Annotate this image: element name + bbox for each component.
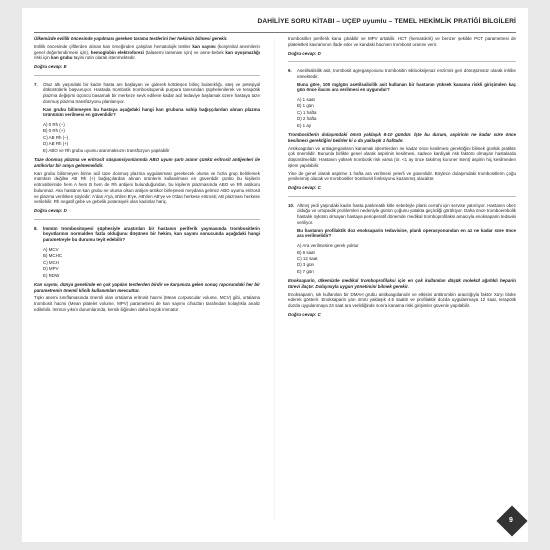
column-gutter bbox=[274, 38, 275, 520]
question-10 bbox=[288, 203, 516, 242]
option[interactable]: D) MPV bbox=[43, 266, 59, 272]
question-7 bbox=[34, 82, 260, 121]
question-stem: Altmış yedi yaşındaki kadın hasta pankreatik kitle sebebiyle planlı cerrahi için servise yatırılıyor. Hastanın obez olduğu ve ortopedik problemleri nedeniyle günün çoğunu yatakta geçirdiği görülüyor. Daha önce tromboembolik hastalık öyküsü olmayan hastaya perioperatif dönemde medikal tromboprofilaksi amacıyla enoksaparin tedavisi veriliyor. bbox=[297, 202, 516, 225]
option[interactable]: C) MCH bbox=[43, 259, 60, 265]
option[interactable]: A) 0 Rh (–) bbox=[43, 122, 65, 128]
intro-emphasis: Ülkemizde evlilik öncesinde yapılması gereken tarama testlerini her hekimin bilmesi gerekir. bbox=[34, 36, 228, 41]
question-number: 10. bbox=[288, 202, 295, 208]
option[interactable]: B) 6 saat bbox=[297, 249, 315, 255]
answer-q10: Doğru cevap: C bbox=[288, 311, 321, 317]
explanation-emphasis: Taze donmuş plazma ve eritrosit süspansiyonlarında ABO uyum şartı aranır çünkü eritrosit antijenleri ile antikorlar bir araya gelmemelidir. bbox=[34, 157, 260, 168]
option[interactable]: B) 0 Rh (+) bbox=[43, 128, 65, 134]
question-stem: Otuz altı yaşındaki bir kadın hasta anı başlayan ve giderek kötüleşen bilinç bulanıklığı, ateş ve peteşiyal döküntülerle başvuruyor. Hastada trombotik trombositopenik purpura tanısından şüphelenilerek ve terapötik plazma değişimi üçüncü basamak bir merkeze sevk edilene kadar acil tedaviye başlamak üzere hastaya taze donmuş plazma transfüzyonu planlanıyor. bbox=[43, 81, 260, 104]
option[interactable]: B) 1 gün bbox=[297, 103, 314, 109]
option[interactable]: A) MCV bbox=[43, 246, 59, 252]
right-column bbox=[288, 36, 516, 322]
continued-text: trombositler periferik kana çıkabilir ve MPV artabilir. HCT (hematokrit) ve benzer şekilde PCT parametresi de plateletkrit kavramının ifade eder ve kandaki hacmen trombosit oranını verir. bbox=[288, 36, 516, 47]
options-q10 bbox=[288, 243, 516, 275]
option[interactable]: E) 1 ay bbox=[297, 122, 312, 128]
header-rule bbox=[34, 32, 516, 33]
question-prompt: Bu hastanın profilaktik doz enoksaparin tedavisine, planlı operasyonundan en az ne kadar süre önce ara verilmelidir? bbox=[297, 227, 516, 239]
option[interactable]: E) RDW bbox=[43, 272, 60, 278]
explanation-text: Antikoagülan ve antiagreganların kanamalı işlemlerden ne kadar önce kesilmesi gerektiğini bilmek günlük pratikte çok önemlidir. Bununla birlikte genel olarak aspirinin kesilmesi, sadece kardiyak risk faktörü olmayan hastalarda düşünülmelidir. Hastanın yüksek trombotik risk varsa (ör. <1 ay önce takılmış koroner stent) aspirin hiç kesilmeden işlem yapılabilir. bbox=[288, 145, 516, 168]
option[interactable]: C) 1 hafta bbox=[297, 109, 317, 115]
book-page bbox=[22, 8, 528, 542]
question-8 bbox=[34, 226, 260, 245]
question-prompt: Kan grubu bilinmeyen bu hastaya aşağıdaki hangi kan grubuna sahip bağışçılardan alınan plazma ürününün verilmesi en güvenlidir? bbox=[43, 106, 260, 118]
intro-paragraph: Evlilik öncesinde çiftlerden alınan kan örneğinden çalışılan hematolojik testler kan sayımı (konjenital anemilerin genel değerlendirmesi için), hemoglobin elektroforezi (talasemi taraması için) ve anne-bebek kan uyuşmazlığı riski için kan grubu tayini rutin olarak istenmektedir. bbox=[34, 43, 261, 61]
answer-q6: Doğru cevap: E bbox=[34, 64, 67, 69]
left-column bbox=[34, 36, 260, 315]
divider bbox=[288, 196, 516, 197]
explanation-text: Kan grubu bilinmeyen birine acil taze donmuş plazma uygulanması gerekecek olursa ve hızla grup belirlemek mümkün değilse AB Rh (+) bağışçılardan alınan ürünlerin kullanılması en güvenlidir çünkü bu kişilerin eritrositlerinde hem A hem B hem de Rh antijeni bulunduğundan, bu kişilerin plazmasında ABO ve Rh antikoru bulunmaz. Ako hastanın kan grubu ne olursa olsun antijen-antikor birleşmesi meydana gelmez ABO uyumu eritrosit ve plazma verilirken şöyledir: A'dan A'ya, B'den B'ye, AB'den AB'ye ve 0'dan herkese eritrosit; AB plazması herkese verilebilir. Rh negatif gebe ve gebelik potansiyeli olan kadınlar hariç. bbox=[34, 170, 260, 205]
divider bbox=[34, 75, 260, 76]
answer-q7: Doğru cevap: D bbox=[34, 208, 67, 214]
option[interactable]: C) 12 saat bbox=[297, 255, 318, 261]
option[interactable]: D) 2 hafta bbox=[297, 116, 317, 122]
answer-q9: Doğru cevap: C bbox=[288, 185, 321, 191]
explanation-text: Tıpkı anemi sınıflamasında önemli olan ortalama eritrosit hacmi (Mean corpuscular volume, MCV) gibi, ortalama trombosit hacmi (Mean platelet volume, MPV) parametresi de kan sayımı cihazları tarafından kolaylıkla analiz edilebilir. İmmün yıkım durumlarında, kemik iliğinden daha büyük immatür bbox=[34, 295, 260, 312]
question-prompt: Buna göre, 100 mg/gün asetilsalisilik asit kullanan bir hastanın yüksek kanama riskli girişimden kaç gün önce ilacını ara verilmesi en uygundur? bbox=[297, 81, 516, 93]
option[interactable]: E) 7 gün bbox=[297, 268, 314, 274]
options-q7 bbox=[34, 122, 260, 154]
option[interactable]: B) MCHC bbox=[43, 253, 62, 259]
question-number: 9. bbox=[288, 68, 292, 74]
option[interactable]: D) 3 gün bbox=[297, 262, 315, 268]
divider bbox=[288, 61, 516, 62]
explanation-text: Yine de genel olarak aspirine 1 hafta ara verilmesi yeterli ve güvenlidir. Böylece dolaşımdaki trombositlerin çoğu yenilenmiş olacak ve trombositler trombosit fonksiyonu kazanmış olacaktır. bbox=[288, 170, 516, 182]
divider bbox=[34, 219, 260, 220]
explanation-emphasis: Kan sayımı, dünya genelinde en çok yapılan testlerden birdir ve karşımıza gelen sonuç raporundaki her bir parametrenin önemli klinik kullanımları mevcuttur. bbox=[34, 281, 260, 293]
running-header bbox=[22, 18, 528, 32]
answer-q8: Doğru cevap: D bbox=[288, 50, 321, 56]
question-number: 7. bbox=[34, 81, 38, 87]
option[interactable]: C) AB Rh (–) bbox=[43, 134, 69, 140]
explanation-emphasis: Enoksaparin, ülkemizde medikal tromboprofilaksi için en çok kullanılan düşük molekül ağırlıklı heparin türevi ilaçtır. Dolayısıyla uygun yönetimini bilmek gerekir. bbox=[288, 278, 516, 289]
option[interactable]: A) Ara verilmesine gerek yoktur bbox=[297, 243, 359, 249]
page-number: 9 bbox=[509, 517, 513, 524]
option[interactable]: D) AB Rh (+) bbox=[43, 141, 69, 147]
question-number: 8. bbox=[34, 225, 38, 231]
question-stem: Asetilsalisilik asit, trombosit agregasyonunu trombositin siklooksijenaz enzimini geri dönüşümsüz olarak inhibe etmektedir. bbox=[297, 68, 516, 79]
option[interactable]: E) ABO ve Rh grubu uyumu aranmaksızın transfüzyon yapılabilir bbox=[43, 147, 170, 153]
explanation-text: Enoksaparin, sık kullanılan bir DMAH grubu antikoagülanıdır ve etkisini antitrombin aracılığıyla faktör Xa'yı bloke ederek gösterir. Enoksaparin yarı ömrü yaklaşık 4.5 saattir ve profilaktik dozda uygulanmaya 12 saat, terapötik dozda uygulanmaya 24 saat ara verildiğinde sonra kanama riski girişimler güvenle yapılabilir. bbox=[288, 291, 516, 309]
question-9 bbox=[288, 68, 516, 95]
question-stem: İmmün trombositopeni şüphesiyle araştırılan bir hastanın periferik yaymasında trombositlerin boyutlarının normalden fazla olduğunu düşünen bir hekim, kan sayımı sonucunda aşağıdaki hangi parametreyle bu durumu teyit edebilir? bbox=[43, 225, 260, 243]
options-q9 bbox=[288, 97, 516, 129]
options-q8 bbox=[34, 247, 260, 279]
explanation-emphasis: Trombositlerin dolaşımdaki ömrü yaklaşık 8-10 gündür. İşte bu durum, aspirinin ne kadar süre önce kesilmesi gerektiğini belirler ki o da yaklaşık 1 haftadır. bbox=[288, 132, 516, 143]
header-title: DAHİLİYE SORU KİTABI – UÇEP uyumlu – TEMEL HEKİMLİK PRATİĞİ BİLGİLERİ bbox=[257, 18, 516, 25]
option[interactable]: A) 1 saat bbox=[297, 97, 315, 103]
